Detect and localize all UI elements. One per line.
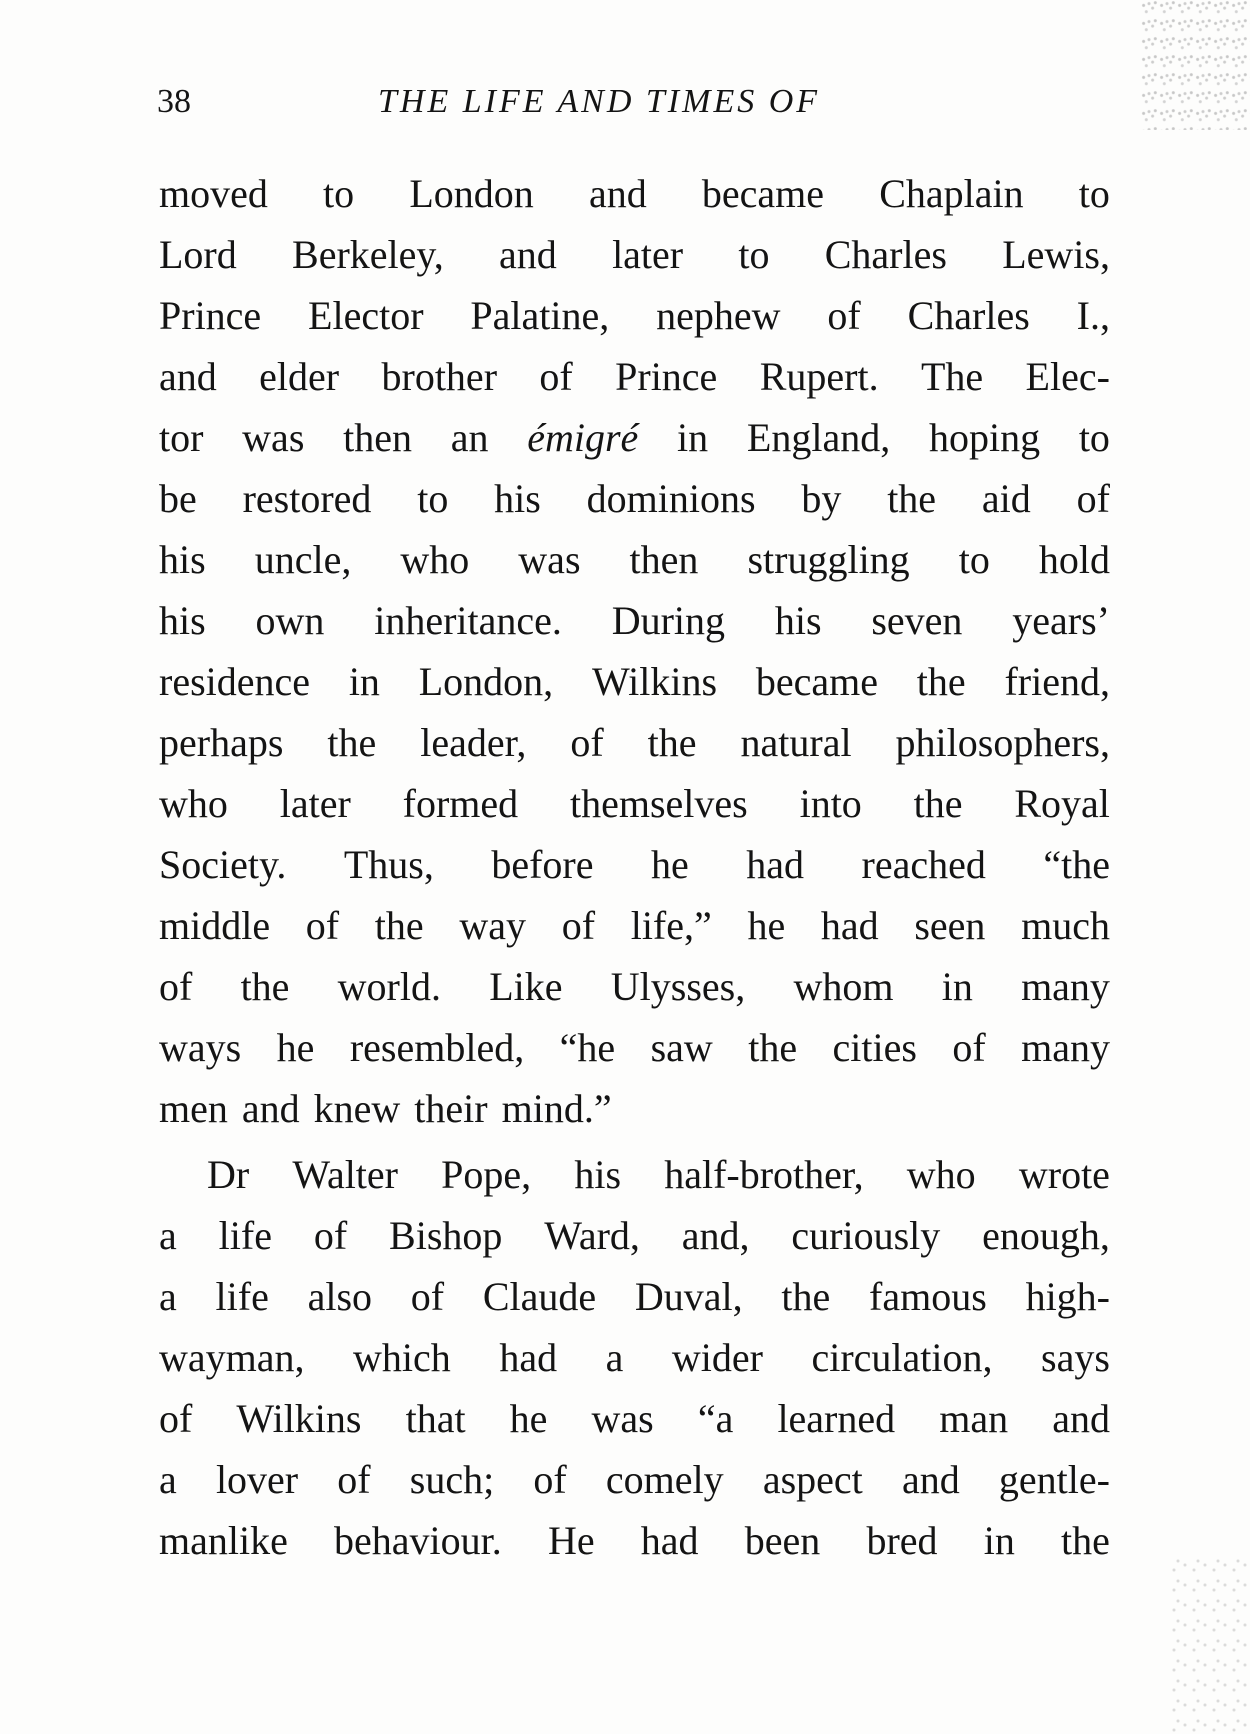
word: Lord <box>159 232 237 277</box>
word: enough, <box>982 1213 1110 1258</box>
word: a <box>159 1457 177 1502</box>
text-line <box>159 346 1110 407</box>
word: in <box>983 1518 1015 1563</box>
word: his <box>574 1152 622 1197</box>
word: wider <box>671 1335 763 1380</box>
word: uncle, <box>254 537 352 582</box>
word: a <box>605 1335 624 1380</box>
word: The <box>920 354 984 399</box>
word: of <box>159 1396 193 1441</box>
word: who <box>159 781 228 826</box>
text-line <box>159 163 1110 224</box>
word: became <box>755 659 878 704</box>
text-line <box>159 895 1110 956</box>
word: who <box>400 537 470 582</box>
word: moved <box>159 171 268 216</box>
word: been <box>744 1518 821 1563</box>
word: much <box>1021 903 1110 948</box>
word: and <box>901 1457 960 1502</box>
word: manlike <box>159 1518 288 1563</box>
word: wayman, <box>159 1335 305 1380</box>
word: mind.” <box>501 1086 612 1131</box>
word: to <box>958 537 990 582</box>
word: life,” <box>630 903 712 948</box>
word: whom <box>793 964 894 1009</box>
word: elder <box>259 354 340 399</box>
word: to <box>417 476 449 521</box>
word: Palatine, <box>470 293 610 338</box>
word: had <box>499 1335 558 1380</box>
word: Elector <box>308 293 424 338</box>
word: then <box>343 415 412 460</box>
word: the <box>1061 1518 1110 1563</box>
word: Walter <box>292 1152 398 1197</box>
word: restored <box>242 476 372 521</box>
word: high- <box>1025 1274 1110 1319</box>
word: who <box>906 1152 976 1197</box>
word: gentle- <box>998 1457 1110 1502</box>
text-line <box>159 468 1110 529</box>
word: years’ <box>1012 598 1110 643</box>
word: was <box>242 415 305 460</box>
word: of <box>305 903 340 948</box>
word: the <box>240 964 290 1009</box>
word: bred <box>866 1518 938 1563</box>
word: the <box>327 720 377 765</box>
word: an <box>450 415 489 460</box>
word: Ulysses, <box>610 964 746 1009</box>
text-line <box>159 1266 1110 1327</box>
running-head: THE LIFE AND TIMES OF <box>378 83 821 120</box>
text-line <box>159 224 1110 285</box>
text-line <box>159 956 1110 1017</box>
word: life <box>215 1274 269 1319</box>
word: Royal <box>1014 781 1110 826</box>
word: life <box>218 1213 272 1258</box>
word: of <box>313 1213 348 1258</box>
word: Thus, <box>343 842 434 887</box>
word: a <box>159 1274 177 1319</box>
word: Charles <box>824 232 947 277</box>
text-line-indented <box>159 1144 1110 1205</box>
word: Berkeley, <box>292 232 444 277</box>
word: Duval, <box>634 1274 743 1319</box>
word: world. <box>337 964 441 1009</box>
text-line <box>159 590 1110 651</box>
word: formed <box>402 781 519 826</box>
word: themselves <box>570 781 748 826</box>
word: which <box>353 1335 451 1380</box>
word: curiously <box>791 1213 941 1258</box>
word: then <box>629 537 699 582</box>
word: England, <box>746 415 891 460</box>
word: the <box>781 1274 831 1319</box>
word: their <box>414 1086 488 1131</box>
word: Charles <box>907 293 1030 338</box>
word: “a <box>697 1396 734 1441</box>
word: aid <box>981 476 1031 521</box>
word: knew <box>313 1086 401 1131</box>
word: Wilkins <box>591 659 718 704</box>
word: wrote <box>1018 1152 1110 1197</box>
word: London <box>409 171 534 216</box>
word: his <box>159 537 206 582</box>
word: hoping <box>928 415 1041 460</box>
word: the <box>647 720 697 765</box>
text-line <box>159 529 1110 590</box>
word: inheritance. <box>374 598 562 643</box>
text-line <box>159 1205 1110 1266</box>
word: Rupert. <box>759 354 879 399</box>
word: Society. <box>159 842 287 887</box>
word: his <box>159 598 206 643</box>
text-line <box>159 1017 1110 1078</box>
word: to <box>323 171 355 216</box>
word: Lewis, <box>1002 232 1110 277</box>
word: lover <box>215 1457 299 1502</box>
word: Wilkins <box>236 1396 362 1441</box>
word: learned <box>777 1396 896 1441</box>
word: half-brother, <box>664 1152 864 1197</box>
word: he <box>509 1396 548 1441</box>
word: circulation, <box>811 1335 993 1380</box>
word: was <box>591 1396 654 1441</box>
word: London, <box>418 659 554 704</box>
word: to <box>738 232 770 277</box>
word: he <box>276 1025 315 1070</box>
word: He <box>547 1518 595 1563</box>
word: nephew <box>656 293 781 338</box>
word: ways <box>159 1025 242 1070</box>
word: a <box>159 1213 177 1258</box>
word: way <box>459 903 526 948</box>
word: men <box>159 1086 228 1131</box>
word: Prince <box>159 293 262 338</box>
word: perhaps <box>159 720 284 765</box>
text-line-last <box>159 1078 1110 1139</box>
word: of <box>561 903 596 948</box>
text-line <box>159 285 1110 346</box>
word: Claude <box>482 1274 597 1319</box>
word: had <box>820 903 879 948</box>
word: many <box>1021 1025 1110 1070</box>
word: many <box>1021 964 1110 1009</box>
word: I., <box>1076 293 1110 338</box>
word: that <box>405 1396 466 1441</box>
text-line <box>159 712 1110 773</box>
word: comely <box>605 1457 724 1502</box>
word: seen <box>914 903 986 948</box>
word: During <box>611 598 726 643</box>
word: aspect <box>762 1457 863 1502</box>
word: Dr <box>207 1152 250 1197</box>
word: Ward, <box>544 1213 640 1258</box>
text-line <box>159 651 1110 712</box>
word: such; <box>409 1457 495 1502</box>
word: later <box>279 781 351 826</box>
word: residence <box>159 659 311 704</box>
word: Bishop <box>389 1213 503 1258</box>
paper-speckle-bottom-right <box>1170 1554 1250 1734</box>
word: and <box>588 171 647 216</box>
word: brother <box>381 354 498 399</box>
text-line <box>159 1510 1110 1571</box>
word: he <box>651 842 689 887</box>
word: cities <box>832 1025 917 1070</box>
word: and <box>499 232 557 277</box>
word: middle <box>159 903 271 948</box>
word: by <box>801 476 842 521</box>
word: of <box>533 1457 567 1502</box>
word: says <box>1041 1335 1110 1380</box>
word: Elec- <box>1025 354 1110 399</box>
word: in <box>677 415 709 460</box>
word: his <box>494 476 541 521</box>
word: and <box>1052 1396 1110 1441</box>
word: famous <box>869 1274 987 1319</box>
word: seven <box>871 598 963 643</box>
word: of <box>337 1457 371 1502</box>
word: tor <box>159 415 204 460</box>
word: the <box>374 903 424 948</box>
text-line <box>159 407 1110 468</box>
word: man <box>939 1396 1009 1441</box>
word: had <box>640 1518 699 1563</box>
word: of <box>827 293 861 338</box>
paper-speckle-top-right <box>1140 0 1250 130</box>
word: of <box>410 1274 445 1319</box>
word: later <box>612 232 684 277</box>
word: reached <box>861 842 986 887</box>
word: hold <box>1038 537 1110 582</box>
word: the <box>916 659 966 704</box>
word: had <box>746 842 805 887</box>
word: his <box>774 598 822 643</box>
word: Like <box>489 964 563 1009</box>
word: to <box>1078 171 1110 216</box>
word: before <box>491 842 594 887</box>
word: to <box>1078 415 1110 460</box>
word: philosophers, <box>895 720 1110 765</box>
text-line <box>159 834 1110 895</box>
word: of <box>539 354 573 399</box>
word: Prince <box>615 354 718 399</box>
word: behaviour. <box>334 1518 502 1563</box>
word: the <box>887 476 937 521</box>
page-number: 38 <box>157 83 191 120</box>
word: saw <box>650 1025 713 1070</box>
word: Pope, <box>441 1152 532 1197</box>
word: and, <box>681 1213 750 1258</box>
word: also <box>307 1274 373 1319</box>
word: be <box>159 476 197 521</box>
word: leader, <box>420 720 527 765</box>
word: “the <box>1043 842 1110 887</box>
word: became <box>701 171 825 216</box>
word: of <box>952 1025 986 1070</box>
word: into <box>799 781 862 826</box>
word: of <box>570 720 604 765</box>
word: Chaplain <box>879 171 1024 216</box>
word: in <box>941 964 973 1009</box>
word: and <box>159 354 217 399</box>
word: in <box>348 659 380 704</box>
word: resembled, <box>349 1025 525 1070</box>
word: struggling <box>747 537 910 582</box>
text-line <box>159 1449 1110 1510</box>
word: he <box>747 903 786 948</box>
italic-word: émigré <box>527 415 639 460</box>
word: and <box>241 1086 300 1131</box>
word: dominions <box>586 476 756 521</box>
word: was <box>518 537 581 582</box>
word: of <box>1076 476 1110 521</box>
word: the <box>748 1025 798 1070</box>
text-line <box>159 1327 1110 1388</box>
word: natural <box>740 720 852 765</box>
word: the <box>913 781 963 826</box>
word: own <box>255 598 325 643</box>
word: “he <box>559 1025 616 1070</box>
text-line <box>159 773 1110 834</box>
word: of <box>159 964 193 1009</box>
word: friend, <box>1004 659 1110 704</box>
body-text <box>159 163 1110 1571</box>
text-line <box>159 1388 1110 1449</box>
